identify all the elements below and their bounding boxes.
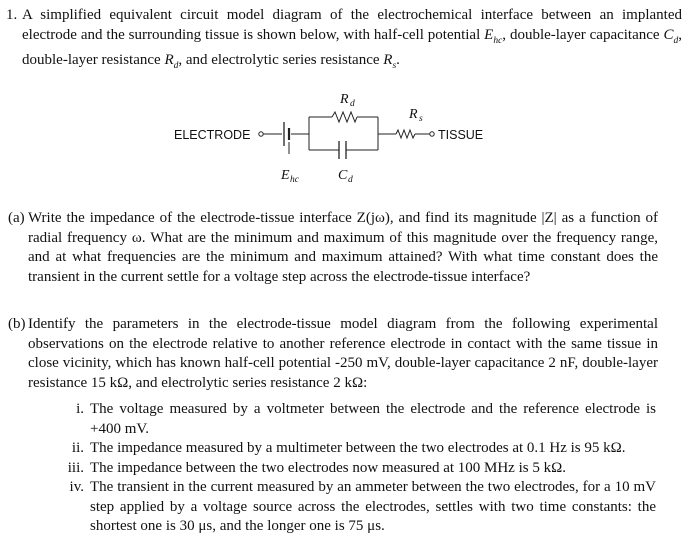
rs-label: R (409, 107, 418, 122)
part-a-label: (a) (8, 210, 25, 226)
tissue-terminal (430, 132, 434, 136)
list-item (66, 478, 656, 537)
list-item (66, 459, 656, 479)
problem-intro: A simplified equivalent circuit model diagram of the electrochemical interface between an implanted electrode and the surrounding tissue is shown below, with half-cell potential $E_{hc}$, double-layer capacitance $C_d$, double-layer resistance $R_d$, and electrolytic series resistance $R_s$. (22, 7, 682, 71)
rd-label: R (340, 92, 349, 107)
ehc-subscript: hc (290, 175, 299, 185)
battery-ehc-symbol (284, 122, 289, 154)
item-text: The transient in the current measured by an ammeter between the two electrodes, for a 10 mV step applied by a voltage source across the electrodes, settles with two time constants: the shortest one is 30 μs, and the longer one is 75 μs. (90, 479, 656, 534)
resistor-rd-symbol (332, 112, 357, 122)
list-item (66, 439, 656, 459)
rd-subscript: d (350, 99, 355, 109)
part-b-text: Identify the parameters in the electrode-tissue model diagram from the following experimental observations on the electrode relative to another reference electrode in contact with the same tissue in close vicinity, which has known half-cell potential -250 mV, double-layer capacitance 2 nF, double-layer resistance 15 kΩ, and electrolytic series resistance 2 kΩ: (28, 316, 658, 391)
cd-label: C (338, 168, 348, 183)
list-item (66, 400, 656, 439)
item-text: The voltage measured by a voltmeter between the electrode and the reference electrode is +400 mV. (90, 401, 656, 437)
cd-subscript: d (348, 175, 353, 185)
circuit-diagram (160, 84, 530, 194)
item-text: The impedance between the two electrodes now measured at 100 MHz is 5 kΩ. (90, 459, 566, 476)
ehc-label: E (281, 168, 290, 183)
part-a (8, 209, 658, 287)
item-number: ii. (71, 440, 84, 456)
part-b-items (66, 400, 656, 537)
rs-subscript: s (419, 114, 423, 124)
part-a-text: Write the impedance of the electrode-tissue interface Z(jω), and find its magnitude |Z| as a function of radial frequency ω. What are the minimum and maximum of this magnitude over the frequency range, and at what frequencies are the minimum and maximum attained? With what time constant does the transient in the current settle for a voltage step across the electrode-tissue interface? (28, 210, 658, 285)
item-number: i. (76, 401, 84, 417)
item-number: iv. (69, 479, 84, 495)
item-text: The impedance measured by a multimeter between the two electrodes at 0.1 Hz is 95 kΩ. (90, 440, 626, 456)
problem-1 (6, 6, 682, 77)
part-b-label: (b) (8, 316, 26, 332)
problem-number: 1. (6, 7, 18, 23)
tissue-label: TISSUE (438, 128, 484, 142)
capacitor-cd-symbol (339, 141, 346, 159)
part-b (8, 315, 658, 393)
electrode-terminal (259, 132, 263, 136)
resistor-rs-symbol (396, 130, 415, 138)
electrode-label: ELECTRODE (174, 128, 251, 142)
item-number: iii. (67, 459, 84, 476)
